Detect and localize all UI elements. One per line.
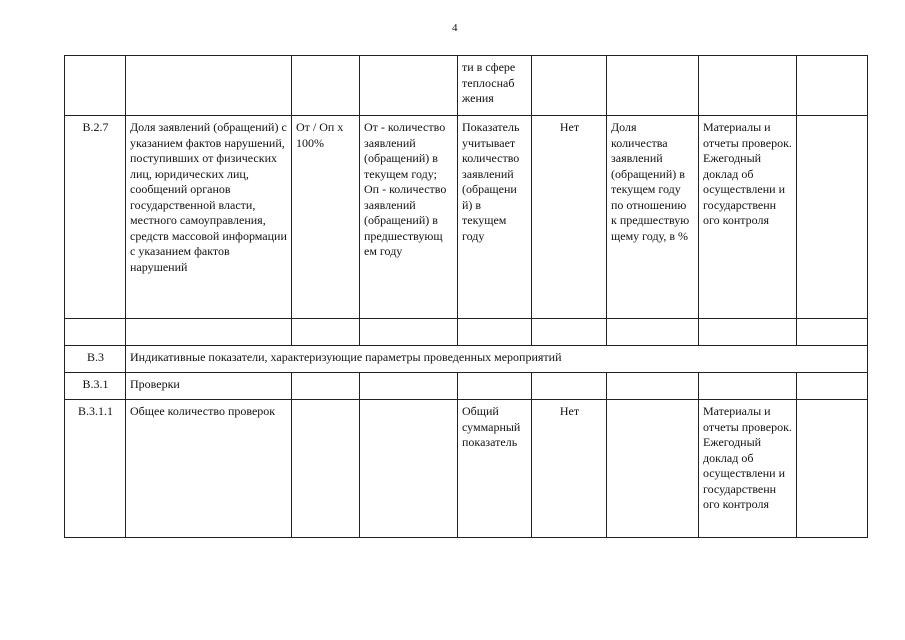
cell-code: В.2.7	[65, 116, 126, 319]
cell-empty	[699, 319, 797, 346]
cell-name	[126, 56, 292, 116]
cell-empty	[532, 319, 607, 346]
table-row-empty	[65, 319, 868, 346]
cell-empty	[458, 319, 532, 346]
cell-source: Материалы и отчеты проверок. Ежегодный доклад об осуществлени и государственн ого контроля	[699, 400, 797, 538]
cell-comment: ти в сфере теплоснаб жения	[458, 56, 532, 116]
indicators-table	[64, 55, 868, 538]
cell-variables	[360, 373, 458, 400]
cell-comment: Показатель учитывает количество заявлений (обращени й) в текущем году	[458, 116, 532, 319]
cell-source: Материалы и отчеты проверок. Ежегодный доклад об осуществлени и государственн ого контроля	[699, 116, 797, 319]
cell-name: Общее количество проверок	[126, 400, 292, 538]
table-row-continuation	[65, 56, 868, 116]
cell-name: Проверки	[126, 373, 292, 400]
cell-source	[699, 373, 797, 400]
cell-empty	[607, 319, 699, 346]
cell-code	[65, 56, 126, 116]
cell-unit	[607, 56, 699, 116]
cell-code: В.3	[65, 346, 126, 373]
cell-formula: От / Оп х 100%	[292, 116, 360, 319]
cell-formula	[292, 56, 360, 116]
cell-variables	[360, 400, 458, 538]
table-row-b-3-1	[65, 373, 868, 400]
cell-code: В.3.1.1	[65, 400, 126, 538]
cell-value	[532, 56, 607, 116]
cell-empty	[126, 319, 292, 346]
section-title: Индикативные показатели, характеризующие параметры проведенных мероприятий	[126, 346, 868, 373]
cell-extra	[797, 116, 868, 319]
cell-code: В.3.1	[65, 373, 126, 400]
cell-comment	[458, 373, 532, 400]
table-row-b-3-1-1	[65, 400, 868, 538]
cell-unit	[607, 400, 699, 538]
cell-empty	[292, 319, 360, 346]
cell-unit: Доля количества заявлений (обращений) в текущем году по отношению к предшествую щему году, в %	[607, 116, 699, 319]
table-row-b-2-7	[65, 116, 868, 319]
cell-unit	[607, 373, 699, 400]
cell-formula	[292, 373, 360, 400]
cell-comment: Общий суммарный показатель	[458, 400, 532, 538]
cell-source	[699, 56, 797, 116]
cell-extra	[797, 400, 868, 538]
cell-value: Нет	[532, 116, 607, 319]
cell-extra	[797, 373, 868, 400]
cell-value	[532, 373, 607, 400]
cell-name: Доля заявлений (обращений) с указанием фактов нарушений, поступивших от физических лиц, юридических лиц, сообщений органов государственной власти, местного самоуправления, средств массовой информации с указанием фактов нарушений	[126, 116, 292, 319]
cell-variables	[360, 56, 458, 116]
table-row-b-3	[65, 346, 868, 373]
cell-empty	[360, 319, 458, 346]
cell-empty	[65, 319, 126, 346]
cell-variables: От - количество заявлений (обращений) в текущем году; Оп - количество заявлений (обращений) в предшествующ ем году	[360, 116, 458, 319]
cell-value: Нет	[532, 400, 607, 538]
cell-extra	[797, 56, 868, 116]
page-number: 4	[452, 22, 458, 34]
cell-formula	[292, 400, 360, 538]
cell-empty	[797, 319, 868, 346]
